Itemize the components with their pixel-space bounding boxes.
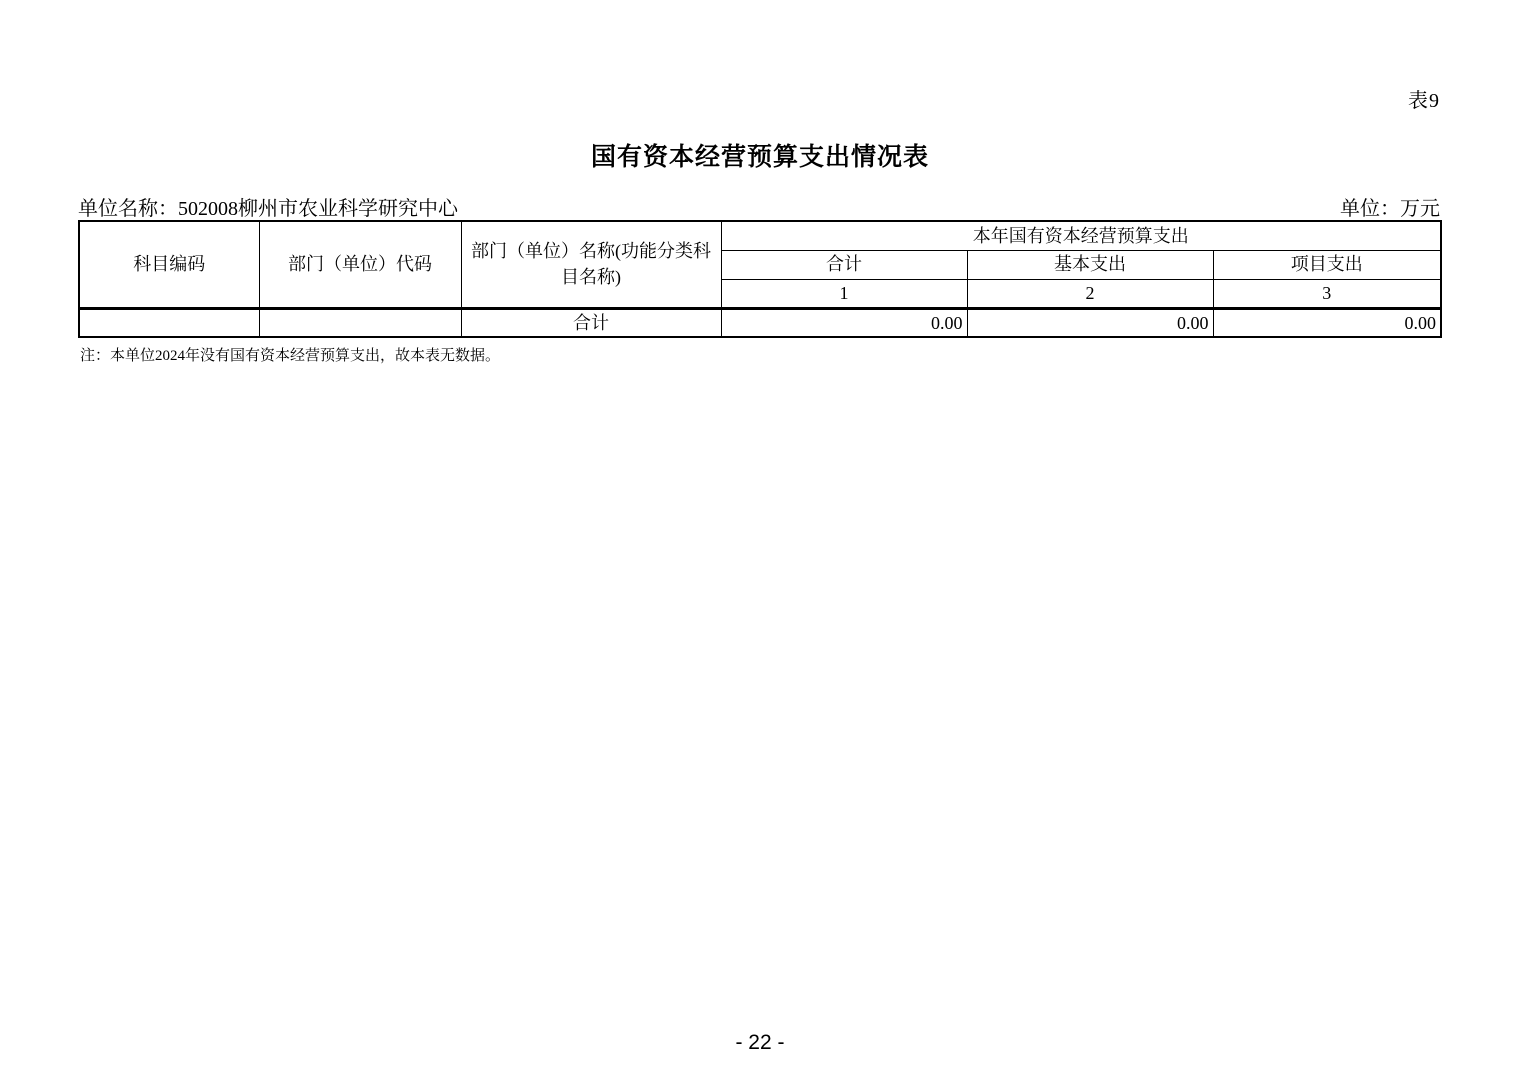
header-dept-code: 部门（单位）代码 <box>259 221 461 308</box>
header-row-group <box>79 221 1441 250</box>
header-budget-group: 本年国有资本经营预算支出 <box>721 221 1441 250</box>
colnum-1: 1 <box>721 279 967 308</box>
cell-name: 合计 <box>461 308 721 337</box>
cell-subject-code <box>79 308 259 337</box>
header-project: 项目支出 <box>1213 250 1441 279</box>
budget-table <box>78 220 1442 338</box>
cell-basic: 0.00 <box>967 308 1213 337</box>
page-title: 国有资本经营预算支出情况表 <box>590 144 929 171</box>
cell-dept-code <box>259 308 461 337</box>
page-number: - 22 - <box>735 1031 785 1054</box>
cell-project: 0.00 <box>1213 308 1441 337</box>
sheet-label: 表9 <box>1408 90 1440 112</box>
unit-measure-label: 单位：万元 <box>1340 198 1440 220</box>
header-basic: 基本支出 <box>967 250 1213 279</box>
colnum-3: 3 <box>1213 279 1441 308</box>
unit-name-label: 单位名称：502008柳州市农业科学研究中心 <box>78 198 458 220</box>
cell-total: 0.00 <box>721 308 967 337</box>
footnote: 注：本单位2024年没有国有资本经营预算支出，故本表无数据。 <box>80 348 501 364</box>
colnum-2: 2 <box>967 279 1213 308</box>
table-row <box>79 308 1441 337</box>
header-total: 合计 <box>721 250 967 279</box>
header-dept-name: 部门（单位）名称(功能分类科目名称) <box>461 221 721 308</box>
info-row <box>78 192 1440 221</box>
header-subject-code: 科目编码 <box>79 221 259 308</box>
